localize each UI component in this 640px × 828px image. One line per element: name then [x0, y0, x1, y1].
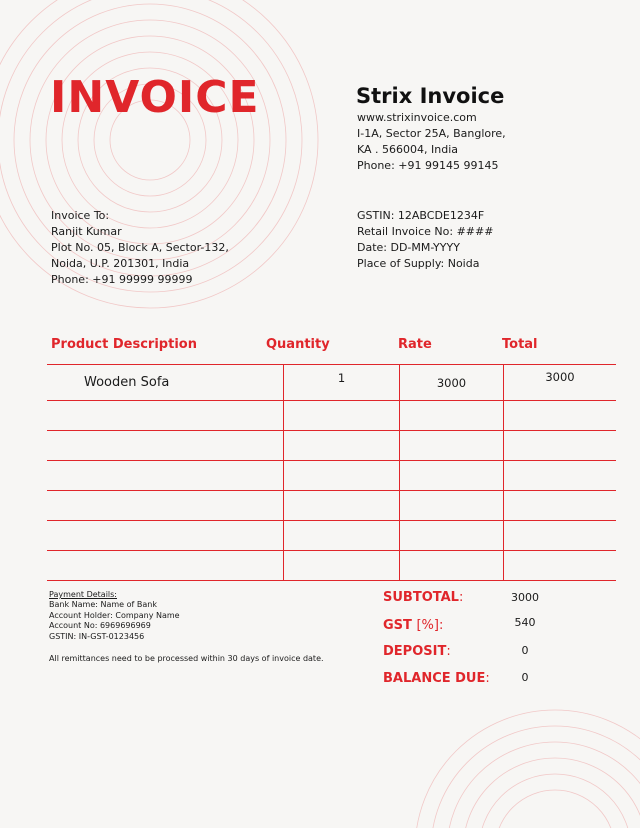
- client-phone: Phone: +91 99999 99999: [51, 273, 193, 286]
- cell-description: [47, 461, 284, 491]
- header-product-description: Product Description: [51, 337, 197, 352]
- header-total: Total: [502, 337, 538, 352]
- cell-quantity: [284, 491, 400, 521]
- cell-total: [504, 491, 617, 521]
- gst-unit: [%]: [416, 618, 439, 633]
- account-number: Account No: 6969696969: [49, 621, 151, 631]
- cell-total: 3000: [504, 365, 617, 401]
- cell-description: [47, 491, 284, 521]
- gst-label-text: GST: [383, 618, 412, 633]
- cell-description: Wooden Sofa: [47, 365, 284, 401]
- table-row: [47, 521, 616, 551]
- header-quantity: Quantity: [266, 337, 330, 352]
- deposit-value: 0: [521, 644, 529, 657]
- cell-rate: [400, 401, 504, 431]
- table-row: [47, 401, 616, 431]
- cell-rate: [400, 461, 504, 491]
- table-row: [47, 551, 616, 581]
- cell-quantity: 1: [284, 365, 400, 401]
- table-row: [47, 461, 616, 491]
- cell-description: [47, 431, 284, 461]
- cell-total: [504, 431, 617, 461]
- bill-to-label: Invoice To:: [51, 209, 110, 222]
- company-phone: Phone: +91 99145 99145: [357, 159, 499, 172]
- payment-details-title: Payment Details:: [49, 590, 117, 599]
- payment-details: [49, 590, 180, 642]
- bank-name: Bank Name: Name of Bank: [49, 600, 157, 610]
- balance-due-label-text: BALANCE DUE: [383, 671, 486, 686]
- deposit-label: DEPOSIT:: [383, 644, 451, 659]
- cell-rate: 3000: [400, 365, 504, 401]
- company-address-line1: I-1A, Sector 25A, Banglore,: [357, 127, 506, 140]
- company-contact: [357, 110, 506, 174]
- gstin: GSTIN: 12ABCDE1234F: [357, 209, 485, 222]
- gst-label: GST [%]:: [383, 618, 444, 633]
- bill-to-block: [51, 208, 229, 288]
- cell-rate: [400, 551, 504, 581]
- client-name: Ranjit Kumar: [51, 225, 122, 238]
- cell-rate: [400, 491, 504, 521]
- cell-total: [504, 551, 617, 581]
- gst-value: 540: [514, 616, 536, 629]
- table-row: [47, 491, 616, 521]
- invoice-meta: [357, 208, 493, 272]
- cell-quantity: [284, 401, 400, 431]
- cell-quantity: [284, 551, 400, 581]
- balance-due-label: BALANCE DUE:: [383, 671, 490, 686]
- client-address-line1: Plot No. 05, Block A, Sector-132,: [51, 241, 229, 254]
- cell-description: [47, 551, 284, 581]
- client-address-line2: Noida, U.P. 201301, India: [51, 257, 190, 270]
- invoice-title: INVOICE: [50, 72, 260, 123]
- company-website: www.strixinvoice.com: [357, 111, 477, 124]
- company-name: Strix Invoice: [356, 84, 505, 108]
- cell-description: [47, 521, 284, 551]
- company-address-line2: KA . 566004, India: [357, 143, 459, 156]
- place-of-supply: Place of Supply: Noida: [357, 257, 480, 270]
- cell-description: [47, 401, 284, 431]
- invoice-date: Date: DD-MM-YYYY: [357, 241, 460, 254]
- balance-due-value: 0: [521, 671, 529, 684]
- header-rate: Rate: [398, 337, 432, 352]
- subtotal-label: SUBTOTAL:: [383, 590, 464, 605]
- cell-quantity: [284, 461, 400, 491]
- payment-gstin: GSTIN: IN-GST-0123456: [49, 631, 145, 641]
- remittance-note: All remittances need to be processed within 30 days of invoice date.: [49, 654, 324, 663]
- subtotal-value: 3000: [511, 591, 539, 604]
- retail-invoice-number: Retail Invoice No: ####: [357, 225, 494, 238]
- cell-total: [504, 521, 617, 551]
- table-row: [47, 365, 616, 401]
- account-holder: Account Holder: Company Name: [49, 610, 180, 620]
- cell-quantity: [284, 431, 400, 461]
- items-table: [47, 364, 616, 581]
- cell-total: [504, 401, 617, 431]
- subtotal-label-text: SUBTOTAL: [383, 590, 459, 605]
- cell-quantity: [284, 521, 400, 551]
- table-row: [47, 431, 616, 461]
- deposit-label-text: DEPOSIT: [383, 644, 447, 659]
- cell-total: [504, 461, 617, 491]
- cell-rate: [400, 521, 504, 551]
- cell-rate: [400, 431, 504, 461]
